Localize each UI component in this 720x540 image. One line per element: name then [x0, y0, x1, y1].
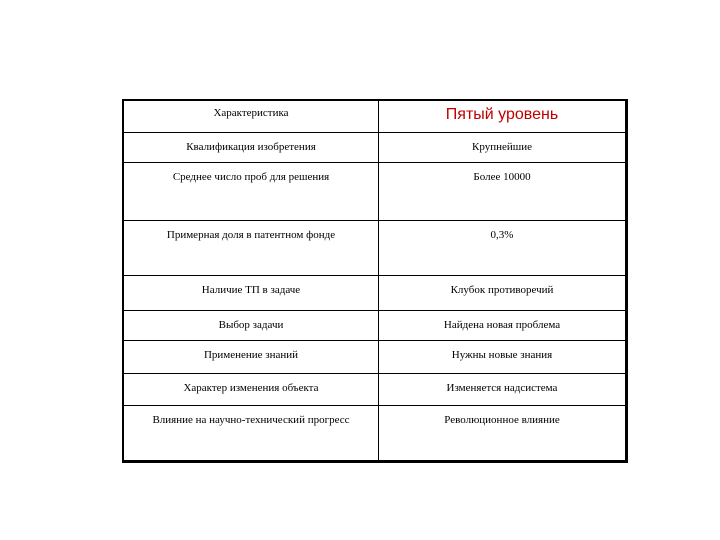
table-row — [124, 373, 625, 405]
row-label: Влияние на научно-технический прогресс — [152, 413, 350, 426]
row-value: Изменяется надсистема — [446, 381, 558, 394]
row-label: Среднее число проб для решения — [172, 170, 330, 183]
table-row — [124, 275, 625, 310]
row-label-cell — [124, 162, 379, 220]
header-level-cell — [379, 101, 626, 132]
table-row — [124, 162, 625, 220]
row-label: Примерная доля в патентном фонде — [166, 228, 336, 241]
row-label-cell — [124, 132, 379, 162]
row-label-cell — [124, 340, 379, 373]
row-value: Крупнейшие — [472, 140, 532, 153]
table-row — [124, 405, 625, 463]
row-value-cell — [379, 220, 626, 275]
table-row — [124, 340, 625, 373]
row-value: 0,3% — [490, 228, 514, 241]
level-title: Пятый уровень — [445, 106, 559, 123]
row-value: Найдена новая проблема — [443, 318, 561, 331]
row-label: Применение знаний — [203, 348, 299, 361]
table-header-row — [124, 101, 625, 132]
header-characteristic-cell — [124, 101, 379, 132]
row-value-cell — [379, 132, 626, 162]
row-label: Выбор задачи — [218, 318, 284, 331]
row-value-cell — [379, 340, 626, 373]
levels-table — [122, 99, 628, 463]
row-label-cell — [124, 373, 379, 405]
table-row — [124, 310, 625, 340]
row-label-cell — [124, 220, 379, 275]
row-value-cell — [379, 373, 626, 405]
characteristics-table — [124, 101, 625, 463]
row-value-cell — [379, 405, 626, 463]
table-row — [124, 132, 625, 162]
row-value-cell — [379, 275, 626, 310]
header-characteristic-label: Характеристика — [213, 107, 289, 119]
row-label-cell — [124, 405, 379, 463]
row-value-cell — [379, 162, 626, 220]
row-label: Наличие ТП в задаче — [201, 283, 301, 296]
row-label-cell — [124, 275, 379, 310]
row-value: Нужны новые знания — [451, 348, 553, 361]
table-row — [124, 220, 625, 275]
row-label-cell — [124, 310, 379, 340]
row-label: Квалификация изобретения — [186, 140, 316, 153]
row-value-cell — [379, 310, 626, 340]
row-value: Революционное влияние — [444, 413, 560, 426]
row-value: Клубок противоречий — [450, 283, 554, 296]
row-value: Более 10000 — [473, 170, 531, 183]
row-label: Характер изменения объекта — [183, 381, 319, 394]
